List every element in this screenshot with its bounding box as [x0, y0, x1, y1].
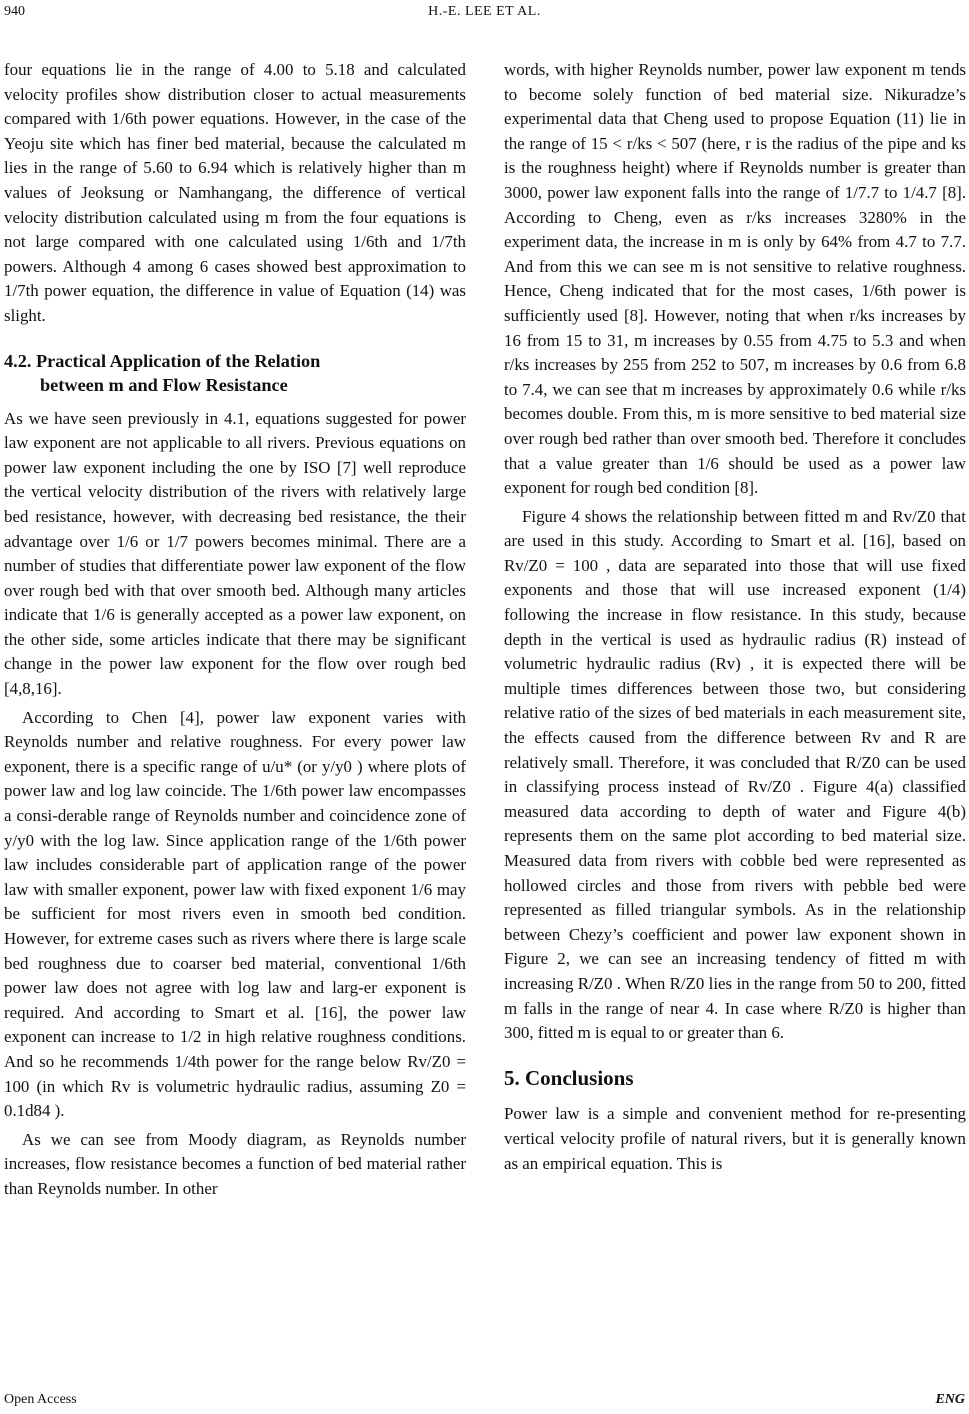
right-column: [504, 58, 966, 1176]
paragraph: According to Chen [4], power law exponent varies with Reynolds number and relative roughness. For every power law exponent, there is a specific range of u/u* (or y/y0 ) where plots of power law and log law coincide. The 1/6th power law encompasses a consi-derable range of Reynolds number and coincidence zone of y/y0 with the log law. Since application range of the 1/6th power law includes considerable part of application range of the power law with smaller exponent, power law with fixed exponent 1/6 may be sufficient for most rivers even in smooth bed condition. However, for extreme cases such as rivers where there is large scale bed roughness due to coarser bed material, conventional 1/6th power law does not agree with log law and larg-er exponent is required. And according to Smart et al. [16], the power law exponent can increase to 1/2 in high relative roughness conditions. And so he recommends 1/4th power for the range below Rv/Z0 = 100 (in which Rv is volumetric hydraulic radius, assuming Z0 = 0.1d84 ).: [4, 707, 466, 1121]
paragraph: As we have seen previously in 4.1, equations suggested for power law exponent are not applicable to all rivers. Previous equations on power law exponent including the one by ISO [7] well reproduce the vertical velocity distribution of the rivers with relatively large bed resistance, however, with decreasing bed resistance, the their advantage over 1/6 or 1/7 powers becomes minimal. There are a number of studies that differentiate power law exponent of the flow over rough bed with that over smooth bed. Although many articles indicate that 1/6 is generally accepted as a power law exponent, on the other side, some articles indicate that there may be significant change in the power law exponent for the flow over rough bed [4,8,16].: [4, 408, 466, 699]
footer-open-access: Open Access: [4, 1392, 77, 1407]
paragraph: As we can see from Moody diagram, as Reynolds number increases, flow resistance becomes a function of bed material rather than Reynolds number. In other: [4, 1129, 466, 1198]
paragraph: words, with higher Reynolds number, power law exponent m tends to become solely function of bed material size. Nikuradze’s experimental data that Cheng used to propose Equation (11) lie in the range of 15 < r/ks < 507 (here, r is the radius of the pipe and ks is the roughness height) where if Reynolds number is greater than 3000, power law exponent falls into the range of 1/7.7 to 1/4.7 [8]. According to Cheng, even as r/ks increases 3280% in the experiment data, the increase in m is only by 64% from 4.7 to 7.7. And from this we can see m is not sensitive to relative roughness. Hence, Cheng indicated that for the most cases, 1/6th power is sufficiently used [8]. However, noting that when r/ks increases by 16 from 15 to 31, m increases by 0.55 from 4.75 to 5.3 and when r/ks increases by 255 from 252 to 507, m increases by 0.6 from 6.8 to 7.4, we can see that m increases by approximately 0.6 while r/ks becomes double. From this, m is more sensitive to bed material size over rough bed rather than over smooth bed. Therefore it concludes that a value greater than 1/6 should be used as a power law exponent for rough bed condition [8].: [504, 60, 966, 498]
section-heading-conclusions: 5. Conclusions: [504, 1065, 634, 1090]
running-head: H.-E. LEE ET AL.: [428, 4, 541, 19]
section-heading-line2: between m and Flow Resistance: [40, 374, 288, 395]
paragraph: four equations lie in the range of 4.00 to 5.18 and calculated velocity profiles show distribution closer to actual measurements compared with 1/6th power equations. However, in the case of the Yeoju site which has finer bed material, because the calculated m lies in the range of 5.60 to 6.94 which is relatively higher than m values of Jeoksung or Namhangang, the difference of vertical velocity distribution calculated using m from the four equations is not large compared with one calculated using 1/6th and 1/7th powers. Although 4 among 6 cases showed best approximation to 1/7th power equation, the difference in value of Equation (14) was slight.: [4, 60, 466, 325]
footer-journal: ENG: [935, 1392, 965, 1407]
paragraph: Figure 4 shows the relationship between fitted m and Rv/Z0 that are used in this study. According to Smart et al. [16], based on Rv/Z0 = 100 , data are separated into those that will use fixed exponents and those that will use increased exponent (1/4) following the increase in flow resistance. In this study, because depth in the vertical is used as hydraulic radius (R) instead of volumetric hydraulic radius (Rv) , it is expected there will be multiple times differences between those two, but considering relative ratio of the sizes of bed materials in each measurement site, the effects caused from the difference between Rv and R are relatively small. Therefore, it was concluded that R/Z0 can be used in classifying process instead of Rv/Z0 . Figure 4(a) classified measured data according to depth of water and Figure 4(b) represents them on the same plot according to bed material size. Measured data from rivers with cobble bed were represented as hollowed circles and those from rivers with pebble bed were represented as filled triangular symbols. As in the relationship between Chezy’s coefficient and power law exponent shown in Figure 2, we can see an increasing tendency of fitted m with increasing R/Z0 . When R/Z0 lies in the range from 50 to 200, fitted m falls in the range of near 4. In case where R/Z0 is higher than 300, fitted m is equal to or greater than 6.: [504, 506, 966, 1043]
section-heading-line1: 4.2. Practical Application of the Relation: [4, 350, 321, 371]
paragraph: Power law is a simple and convenient method for re-presenting vertical velocity profile of natural rivers, but it is generally known as an empirical equation. This is: [504, 1104, 966, 1173]
page-number: 940: [4, 4, 25, 19]
section-heading-4-2: [4, 349, 466, 397]
left-column: [4, 58, 466, 1202]
